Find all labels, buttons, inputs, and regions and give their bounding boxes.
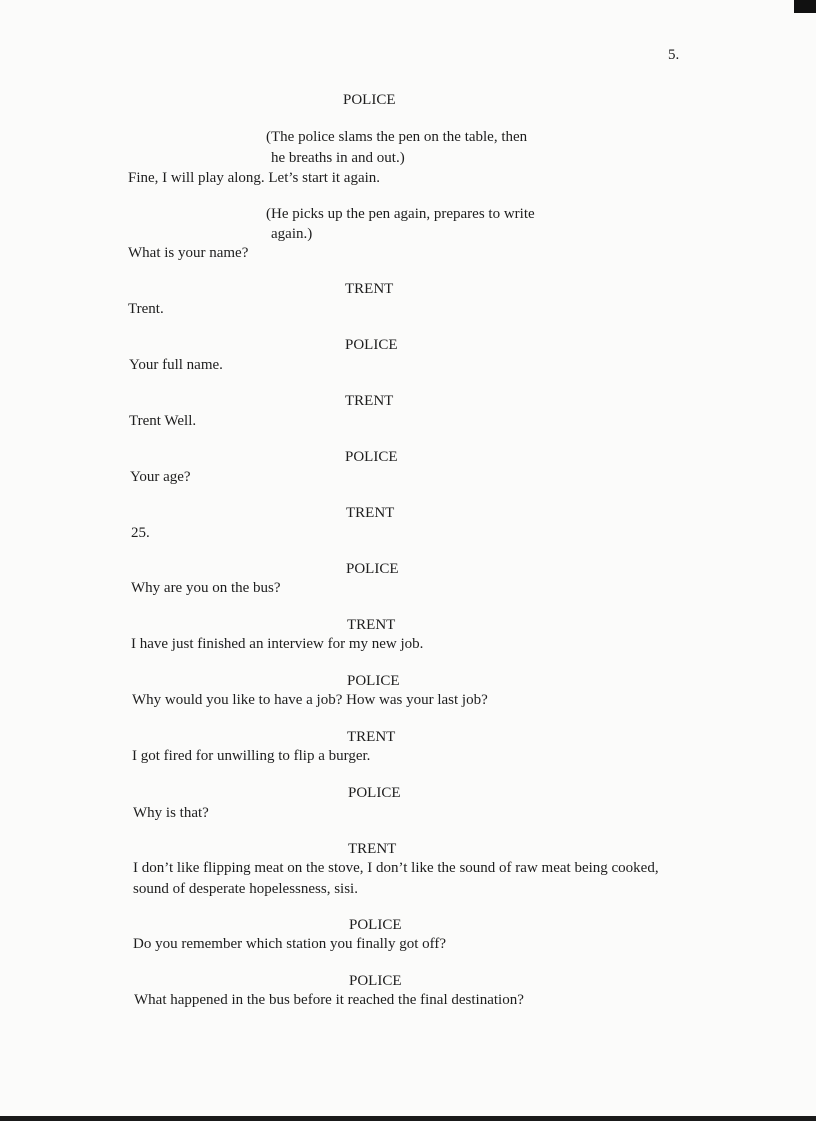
character-cue: POLICE <box>349 973 402 989</box>
dialogue-line: I have just finished an interview for my new job. <box>131 636 424 652</box>
dialogue-line: Trent Well. <box>129 413 197 429</box>
dialogue-line: Why is that? <box>133 805 209 821</box>
character-cue: POLICE <box>348 785 401 801</box>
character-cue: TRENT <box>345 281 394 297</box>
character-cue: TRENT <box>345 393 394 409</box>
dialogue-line: Do you remember which station you finally got off? <box>133 936 446 952</box>
character-cue: POLICE <box>346 561 399 577</box>
character-cue: POLICE <box>349 917 402 933</box>
character-cue: POLICE <box>343 92 396 108</box>
dialogue-line: What happened in the bus before it reached the final destination? <box>134 992 524 1008</box>
dialogue-line: Why would you like to have a job? How was your last job? <box>132 692 488 708</box>
character-cue: TRENT <box>347 617 396 633</box>
parenthetical: again.) <box>271 226 313 242</box>
parenthetical: (The police slams the pen on the table, then <box>266 129 528 145</box>
character-cue: TRENT <box>347 729 396 745</box>
dialogue-line: Your full name. <box>129 357 223 373</box>
parenthetical: he breaths in and out.) <box>271 150 405 166</box>
dialogue-line: I don’t like flipping meat on the stove, I don’t like the sound of raw meat being cooked, <box>133 860 659 876</box>
dialogue-line: I got fired for unwilling to flip a burger. <box>132 748 371 764</box>
character-cue: POLICE <box>345 449 398 465</box>
scan-bottom-edge <box>0 1116 816 1121</box>
parenthetical: (He picks up the pen again, prepares to write <box>266 206 535 222</box>
dialogue-line: Trent. <box>128 301 164 317</box>
scan-edge-mark <box>794 0 816 13</box>
dialogue-line: sound of desperate hopelessness, sisi. <box>133 881 358 897</box>
dialogue-line: Why are you on the bus? <box>131 580 281 596</box>
character-cue: POLICE <box>347 673 400 689</box>
dialogue-line: Fine, I will play along. Let’s start it again. <box>128 170 381 186</box>
character-cue: TRENT <box>346 505 395 521</box>
page-number: 5. <box>668 47 680 63</box>
character-cue: TRENT <box>348 841 397 857</box>
character-cue: POLICE <box>345 337 398 353</box>
dialogue-line: Your age? <box>130 469 191 485</box>
dialogue-line: What is your name? <box>128 245 249 261</box>
dialogue-line: 25. <box>131 525 150 541</box>
